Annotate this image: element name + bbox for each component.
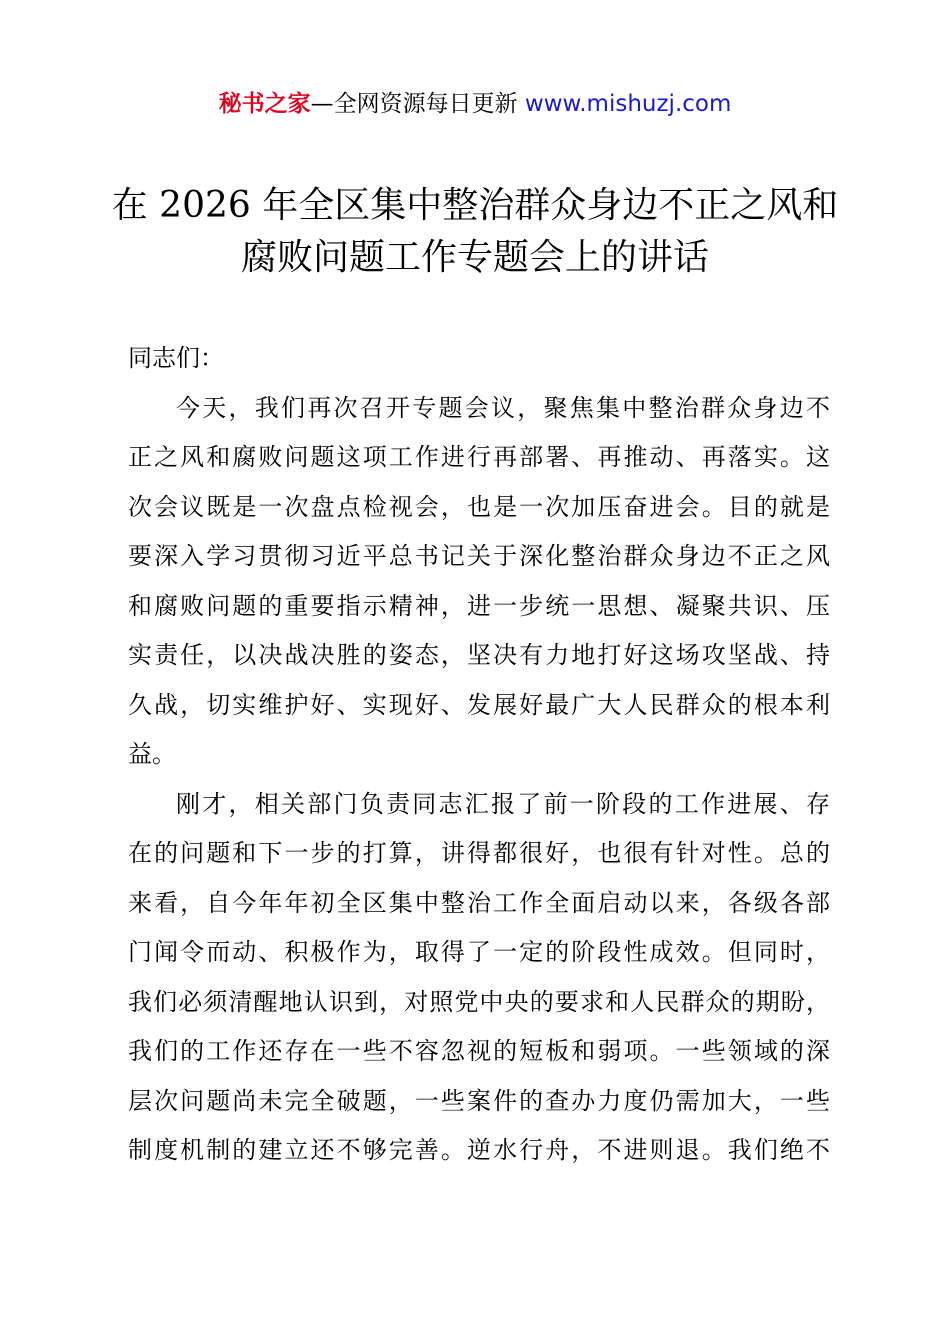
paragraph-line: 在的问题和下一步的打算，讲得都很好，也很有针对性。总的 [128, 839, 830, 867]
paragraph-line: 制度机制的建立还不够完善。逆水行舟，不进则退。我们绝不 [128, 1136, 830, 1164]
title-line-2: 腐败问题工作专题会上的讲话 [240, 237, 709, 278]
paragraph-line: 实责任，以决战决胜的姿态，坚决有力地打好这场攻坚战、持 [128, 641, 830, 669]
paragraph-line: 刚才，相关部门负责同志汇报了前一阶段的工作进展、存 [176, 789, 830, 818]
brand-name: 秘书之家 [218, 91, 311, 117]
salutation: 同志们： [128, 344, 224, 372]
site-header [0, 88, 950, 120]
paragraph-line: 次会议既是一次盘点检视会，也是一次加压奋进会。目的就是 [128, 492, 830, 521]
paragraph-1 [128, 384, 830, 780]
document-body [128, 334, 830, 1176]
paragraph-line: 要深入学习贯彻习近平总书记关于深化整治群众身边不正之风 [128, 542, 830, 570]
paragraph-line: 我们必须清醒地认识到，对照党中央的要求和人民群众的期盼， [128, 987, 830, 1016]
paragraph-line: 和腐败问题的重要指示精神，进一步统一思想、凝聚共识、压 [128, 591, 830, 620]
paragraph-line: 久战，切实维护好、实现好、发展好最广大人民群众的根本利 [128, 690, 830, 719]
title-line-1: 在 2026 年全区集中整治群众身边不正之风和 [111, 185, 839, 226]
paragraph-line: 来看，自今年年初全区集中整治工作全面启动以来，各级各部 [128, 888, 830, 917]
document-title [60, 180, 890, 284]
header-tagline: —全网资源每日更新 [310, 91, 518, 117]
paragraph-line: 门闻令而动、积极作为，取得了一定的阶段性成效。但同时， [128, 938, 830, 966]
paragraph-line: 益。 [128, 740, 176, 768]
paragraph-line: 今天，我们再次召开专题会议，聚焦集中整治群众身边不 [176, 393, 830, 422]
paragraph-line: 我们的工作还存在一些不容忽视的短板和弱项。一些领域的深 [128, 1037, 830, 1065]
paragraph-line: 正之风和腐败问题这项工作进行再部署、再推动、再落实。这 [128, 443, 830, 471]
site-url-link[interactable]: www.mishuzj.com [524, 91, 732, 117]
paragraph-line: 层次问题尚未完全破题，一些案件的查办力度仍需加大，一些 [128, 1086, 830, 1115]
paragraph-2 [128, 780, 830, 1176]
